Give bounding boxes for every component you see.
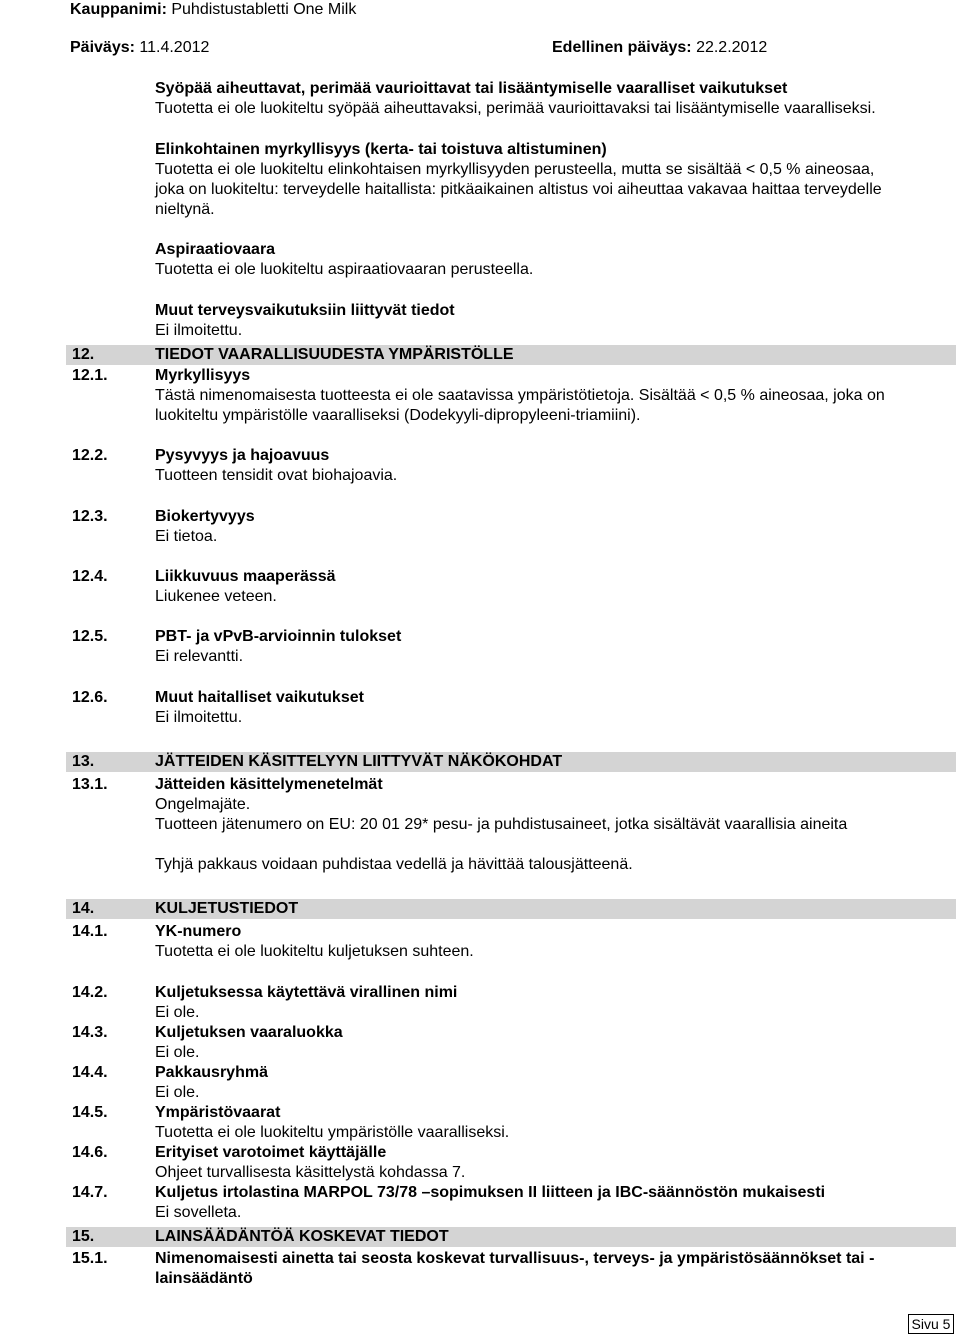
subsection-number: 15.1. xyxy=(72,1250,108,1267)
section-15-number: 15. xyxy=(72,1228,95,1245)
section-13-number: 13. xyxy=(72,753,95,770)
page-number: Sivu 5 xyxy=(908,1314,954,1334)
stot-line: joka on luokiteltu: terveydelle haitallista: pitkäaikainen altistus voi aiheuttaa vakavaa haittaa terveydelle xyxy=(155,181,882,198)
section-14-number: 14. xyxy=(72,900,95,917)
other-health-text: Ei ilmoitettu. xyxy=(155,322,243,339)
subsection-text: Ei tietoa. xyxy=(155,528,218,545)
subsection-title: Muut haitalliset vaikutukset xyxy=(155,689,364,706)
cmr-title: Syöpää aiheuttavat, perimää vaurioittavat tai lisääntymiselle vaaralliset vaikutukset xyxy=(155,80,788,97)
subsection-title: Erityiset varotoimet käyttäjälle xyxy=(155,1144,387,1161)
section-12-title: TIEDOT VAARALLISUUDESTA YMPÄRISTÖLLE xyxy=(155,346,514,363)
subsection-number: 14.1. xyxy=(72,923,108,940)
subsection-text: Tästä nimenomaisesta tuotteesta ei ole saatavissa ympäristötietoja. Sisältää < 0,5 % aineosaa, joka on xyxy=(155,387,885,404)
subsection-title: YK-numero xyxy=(155,923,242,940)
subsection-title: Kuljetus irtolastina MARPOL 73/78 –sopimuksen II liitteen ja IBC-säännöstön mukaisesti xyxy=(155,1184,826,1201)
subsection-title: Ympäristövaarat xyxy=(155,1104,281,1121)
product-value: Puhdistustabletti One Milk xyxy=(171,1,357,18)
subsection-title: Pysyvyys ja hajoavuus xyxy=(155,447,330,464)
subsection-text: Ei ole. xyxy=(155,1084,200,1101)
aspiration-text: Tuotetta ei ole luokiteltu aspiraatiovaaran perusteella. xyxy=(155,261,534,278)
subsection-text: Tuotetta ei ole luokiteltu ympäristölle vaaralliseksi. xyxy=(155,1124,510,1141)
subsection-title: Pakkausryhmä xyxy=(155,1064,268,1081)
subsection-title: PBT- ja vPvB-arvioinnin tulokset xyxy=(155,628,402,645)
subsection-text: Liukenee veteen. xyxy=(155,588,277,605)
subsection-title: Kuljetuksen vaaraluokka xyxy=(155,1024,343,1041)
subsection-number: 12.6. xyxy=(72,689,108,706)
section-14-title: KULJETUSTIEDOT xyxy=(155,900,299,917)
date xyxy=(70,38,209,58)
subsection-text: Ohjeet turvallisesta käsittelystä kohdassa 7. xyxy=(155,1164,466,1181)
subsection-number: 14.6. xyxy=(72,1144,108,1161)
subsection-number: 12.5. xyxy=(72,628,108,645)
date-label: Päiväys: xyxy=(70,39,135,56)
subsection-text: Ongelmajäte. xyxy=(155,796,251,813)
subsection-number: 14.7. xyxy=(72,1184,108,1201)
subsection-title: Biokertyvyys xyxy=(155,508,255,525)
cmr-text: Tuotetta ei ole luokiteltu syöpää aiheuttavaksi, perimää vaurioittavaksi tai lisääntymiselle vaaralliseksi. xyxy=(155,100,876,117)
previous-date xyxy=(552,38,767,58)
subsection-number: 13.1. xyxy=(72,776,108,793)
subsection-text: Tyhjä pakkaus voidaan puhdistaa vedellä ja hävittää talousjätteenä. xyxy=(155,856,633,873)
aspiration-title: Aspiraatiovaara xyxy=(155,241,276,258)
stot-title: Elinkohtainen myrkyllisyys (kerta- tai toistuva altistuminen) xyxy=(155,141,607,158)
prev-date-value: 22.2.2012 xyxy=(696,39,768,56)
subsection-title: Myrkyllisyys xyxy=(155,367,251,384)
stot-line: nieltynä. xyxy=(155,201,215,218)
subsection-text: Ei sovelleta. xyxy=(155,1204,242,1221)
section-12-number: 12. xyxy=(72,346,95,363)
subsection-text: Ei ole. xyxy=(155,1044,200,1061)
subsection-number: 14.5. xyxy=(72,1104,108,1121)
subsection-number: 14.3. xyxy=(72,1024,108,1041)
subsection-text: Ei ilmoitettu. xyxy=(155,709,243,726)
subsection-number: 12.2. xyxy=(72,447,108,464)
subsection-title: Jätteiden käsittelymenetelmät xyxy=(155,776,383,793)
stot-line: Tuotetta ei ole luokiteltu elinkohtaisen myrkyllisyyden perusteella, mutta se sisältää < 0,5 % aineosaa, xyxy=(155,161,875,178)
subsection-title: Liikkuvuus maaperässä xyxy=(155,568,336,585)
subsection-text: Tuotteen jätenumero on EU: 20 01 29* pesu- ja puhdistusaineet, jotka sisältävät vaarallisia aineita xyxy=(155,816,848,833)
date-value: 11.4.2012 xyxy=(139,39,210,56)
subsection-number: 12.1. xyxy=(72,367,108,384)
prev-date-label: Edellinen päiväys: xyxy=(552,39,692,56)
subsection-text: Ei ole. xyxy=(155,1004,200,1021)
subsection-text: Tuotteen tensidit ovat biohajoavia. xyxy=(155,467,398,484)
section-15-title: LAINSÄÄDÄNTÖÄ KOSKEVAT TIEDOT xyxy=(155,1228,449,1245)
subsection-number: 12.3. xyxy=(72,508,108,525)
product-label: Kauppanimi: xyxy=(70,1,167,18)
section-13-title: JÄTTEIDEN KÄSITTELYYN LIITTYVÄT NÄKÖKOHDAT xyxy=(155,753,563,770)
subsection-number: 14.2. xyxy=(72,984,108,1001)
subsection-number: 12.4. xyxy=(72,568,108,585)
subsection-title-cont: lainsäädäntö xyxy=(155,1270,253,1287)
subsection-text: Tuotetta ei ole luokiteltu kuljetuksen suhteen. xyxy=(155,943,474,960)
subsection-title: Kuljetuksessa käytettävä virallinen nimi xyxy=(155,984,458,1001)
product-name xyxy=(70,0,356,20)
other-health-title: Muut terveysvaikutuksiin liittyvät tiedot xyxy=(155,302,455,319)
subsection-text: Ei relevantti. xyxy=(155,648,244,665)
subsection-number: 14.4. xyxy=(72,1064,108,1081)
subsection-text: luokiteltu ympäristölle vaaralliseksi (Dodekyyli-dipropyleeni-triamiini). xyxy=(155,407,641,424)
subsection-title: Nimenomaisesti ainetta tai seosta koskevat turvallisuus-, terveys- ja ympäristösäännökset tai - xyxy=(155,1250,875,1267)
